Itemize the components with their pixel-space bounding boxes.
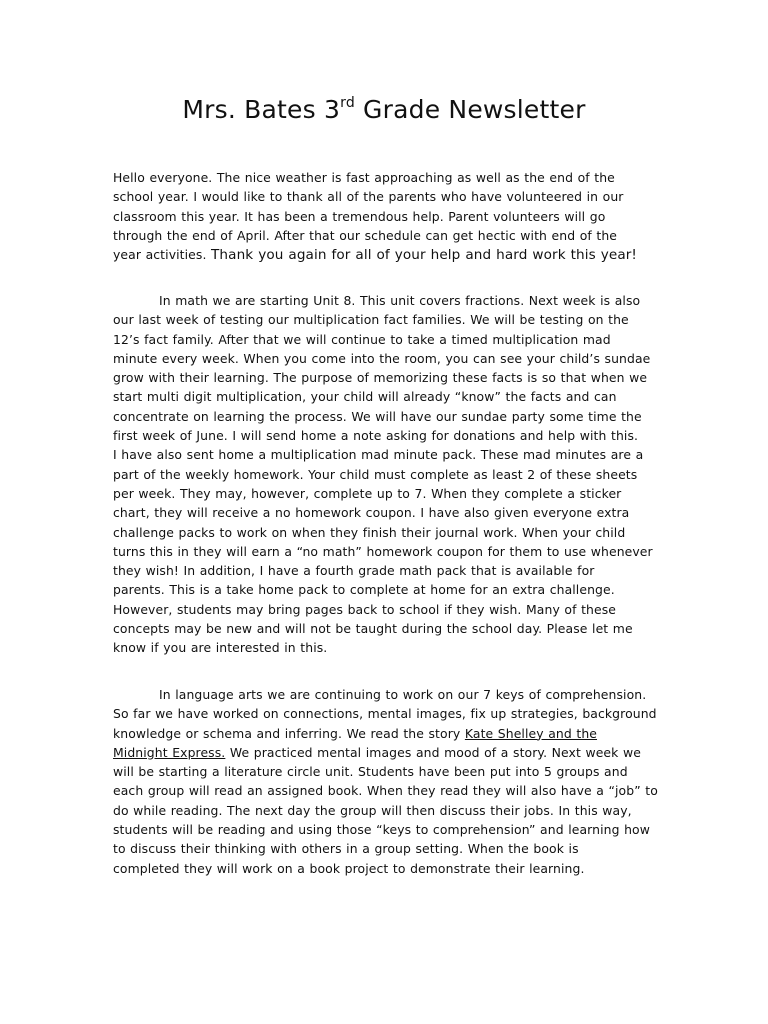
newsletter-title xyxy=(0,92,768,132)
text-line: minute every week. When you come into the room, you can see your child’s sundae xyxy=(113,350,651,366)
text-line: school year. I would like to thank all of the parents who have volunteered in our xyxy=(113,189,624,205)
text-line: I have also sent home a multiplication mad minute pack. These mad minutes are a xyxy=(113,447,644,463)
text-line: completed they will work on a book project to demonstrate their learning. xyxy=(113,860,585,876)
text-line: our last week of testing our multiplication fact families. We will be testing on the xyxy=(113,312,629,328)
text-line: concepts may be new and will not be taught during the school day. Please let me xyxy=(113,621,633,637)
text-line: grow with their learning. The purpose of memorizing these facts is so that when we xyxy=(113,370,648,386)
text-line: classroom this year. It has been a tremendous help. Parent volunteers will go xyxy=(113,208,606,224)
text-line: part of the weekly homework. Your child must complete as least 2 of these sheets xyxy=(113,466,638,482)
text-line: each group will read an assigned book. When they read they will also have a “job” to xyxy=(113,783,658,799)
text-line: know if you are interested in this. xyxy=(113,640,328,656)
paragraph-language-arts xyxy=(113,685,661,878)
text-line: However, students may bring pages back to school if they wish. Many of these xyxy=(113,601,617,617)
title-ordinal-superscript: rd xyxy=(340,95,355,111)
book-title: Kate Shelley and the xyxy=(464,725,598,741)
title-text-pre: Mrs. Bates 3 xyxy=(182,95,341,124)
text-line: 12’s fact family. After that we will continue to take a timed multiplication mad xyxy=(113,331,611,347)
text-line: to discuss their thinking with others in a group setting. When the book is xyxy=(113,841,579,857)
text-line: will be starting a literature circle unit. Students have been put into 5 groups and xyxy=(113,764,628,780)
title-text-post: Grade Newsletter xyxy=(354,95,586,124)
text-line: start multi digit multiplication, your child will already “know” the facts and can xyxy=(113,389,617,405)
text-line: knowledge or schema and inferring. We read the story xyxy=(113,725,465,741)
text-line: chart, they will receive a no homework coupon. I have also given everyone extra xyxy=(113,505,630,521)
text-line: Hello everyone. The nice weather is fast approaching as well as the end of the xyxy=(113,170,615,185)
text-line: year activities. xyxy=(113,247,212,263)
text-line: they wish! In addition, I have a fourth grade math pack that is available for xyxy=(113,563,595,579)
book-title: Midnight Express. xyxy=(113,744,226,760)
text-line: per week. They may, however, complete up to 7. When they complete a sticker xyxy=(113,485,622,501)
text-line: concentrate on learning the process. We will have our sundae party some time the xyxy=(113,408,642,424)
text-line: In language arts we are continuing to work on our 7 keys of comprehension. xyxy=(159,687,647,702)
text-line: do while reading. The next day the group will then discuss their jobs. In this way, xyxy=(113,802,632,818)
text-line: parents. This is a take home pack to complete at home for an extra challenge. xyxy=(113,582,615,598)
text-line: through the end of April. After that our schedule can get hectic with end of the xyxy=(113,227,618,243)
text-line: challenge packs to work on when they finish their journal work. When your child xyxy=(113,524,626,540)
paragraph-greeting xyxy=(113,168,661,265)
paragraph-math xyxy=(113,291,661,658)
text-line: turns this in they will earn a “no math” homework coupon for them to use whenever xyxy=(113,543,653,559)
text-line: So far we have worked on connections, mental images, fix up strategies, background xyxy=(113,706,657,722)
text-line: students will be reading and using those “keys to comprehension” and learning how xyxy=(113,822,650,838)
thank-you-sentence: Thank you again for all of your help and hard work this year! xyxy=(211,247,637,264)
text-line: In math we are starting Unit 8. This unit covers fractions. Next week is also xyxy=(159,293,641,308)
text-line: We practiced mental images and mood of a story. Next week we xyxy=(225,744,641,760)
text-line: first week of June. I will send home a note asking for donations and help with this. xyxy=(113,428,639,444)
